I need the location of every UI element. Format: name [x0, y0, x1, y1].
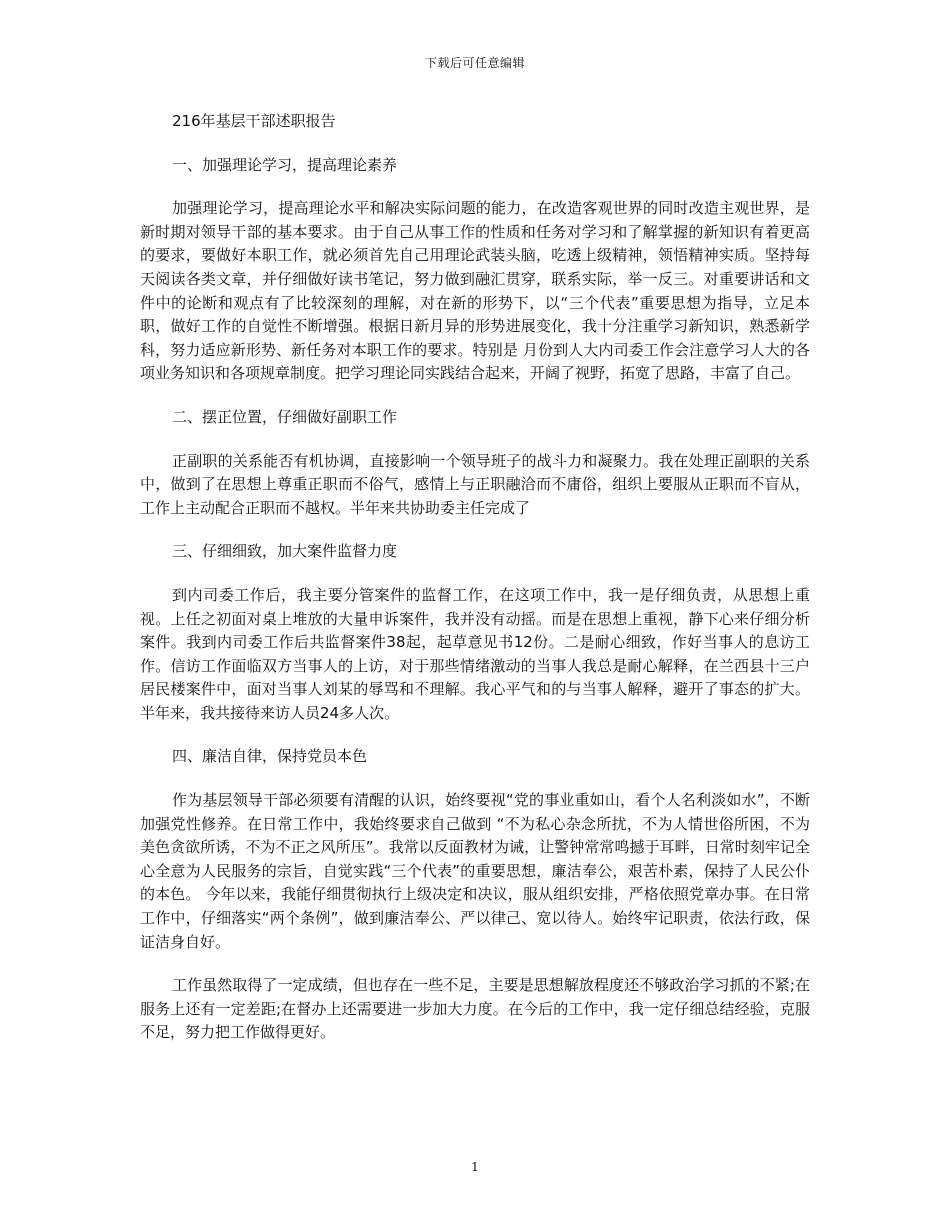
section-heading-2: 二、摆正位置，仔细做好副职工作: [172, 407, 398, 426]
section-heading-1: 一、加强理论学习，提高理论素养: [172, 155, 398, 174]
section-heading-3: 三、仔细细致，加大案件监督力度: [172, 542, 398, 561]
document-title: 216年基层干部述职报告: [172, 112, 336, 130]
document-body: [140, 110, 810, 1065]
header-note: 下载后可任意编辑: [424, 56, 525, 70]
page-number: 1: [471, 1160, 479, 1174]
section-paragraph-3: 到内司委工作后，我主要分管案件的监督工作，在这项工作中，我一是仔细负责，从思想上重视。上任之初面对桌上堆放的大量申诉案件，我并没有动摇。而是在思想上重视，静下心来仔细分析案件。我到内司委工作后共监督案件38起，起草意见书12份。二是耐心细致，作好当事人的息访工作。信访工作面临双方当事人的上访，对于那些情绪激动的当事人我总是耐心解释，在兰西县十三户居民楼案件中，面对当事人刘某的辱骂和不理解。我心平气和的与当事人解释，避开了事态的扩大。半年来，我共接待来访人员24多人次。: [140, 585, 810, 722]
section-heading-4: 四、廉洁自律，保持党员本色: [172, 747, 368, 766]
section-paragraph-2: 正副职的关系能否有机协调，直接影响一个领导班子的战斗力和凝聚力。我在处理正副职的关系中，做到了在思想上尊重正职而不俗气，感情上与正职融洽而不庸俗，组织上要服从正职而不盲从，工作上主动配合正职而不越权。半年来共协助委主任完成了: [140, 451, 810, 517]
section-paragraph-1: 加强理论学习，提高理论水平和解决实际问题的能力，在改造客观世界的同时改造主观世界，是新时期对领导干部的基本要求。由于自己从事工作的性质和任务对学习和了解掌握的新知识有着更高的要求，要做好本职工作，就必须首先自己用理论武装头脑，吃透上级精神，领悟精神实质。坚持每天阅读各类文章，并仔细做好读书笔记，努力做到融汇贯穿，联系实际，举一反三。对重要讲话和文件中的论断和观点有了比较深刻的理解，对在新的形势下，以“三个代表”重要思想为指导，立足本职，做好工作的自觉性不断增强。根据日新月异的形势进展变化，我十分注重学习新知识，熟悉新学科，努力适应新形势、新任务对本职工作的要求。特别是 月份到人大内司委工作会注意学习人大的各项业务知识和各项规章制度。把学习理论同实践结合起来，开阔了视野，拓宽了思路，丰富了自己。: [140, 199, 810, 383]
closing-paragraph: 工作虽然取得了一定成绩，但也存在一些不足，主要是思想解放程度还不够政治学习抓的不紧;在服务上还有一定差距;在督办上还需要进一步加大力度。在今后的工作中，我一定仔细总结经验，克服不足，努力把工作做得更好。: [140, 976, 810, 1042]
section-paragraph-4: 作为基层领导干部必须要有清醒的认识，始终要视“党的事业重如山，看个人名利淡如水”，不断加强党性修养。在日常工作中，我始终要求自己做到 “不为私心杂念所扰，不为人情世俗所困，不为美色贪欲所诱，不为不正之风所压”。我常以反面教材为诫，让警钟常常鸣撼于耳畔，日常时刻牢记全心全意为人民服务的宗旨，自觉实践“三个代表”的重要思想，廉洁奉公，艰苦朴素，保持了人民公仆的本色。 今年以来，我能仔细贯彻执行上级决定和决议，服从组织安排，严格依照党章办事。在日常工作中，仔细落实“两个条例”，做到廉洁奉公、严以律己、宽以待人。始终牢记职责，依法行政，保证洁身自好。: [140, 791, 810, 951]
